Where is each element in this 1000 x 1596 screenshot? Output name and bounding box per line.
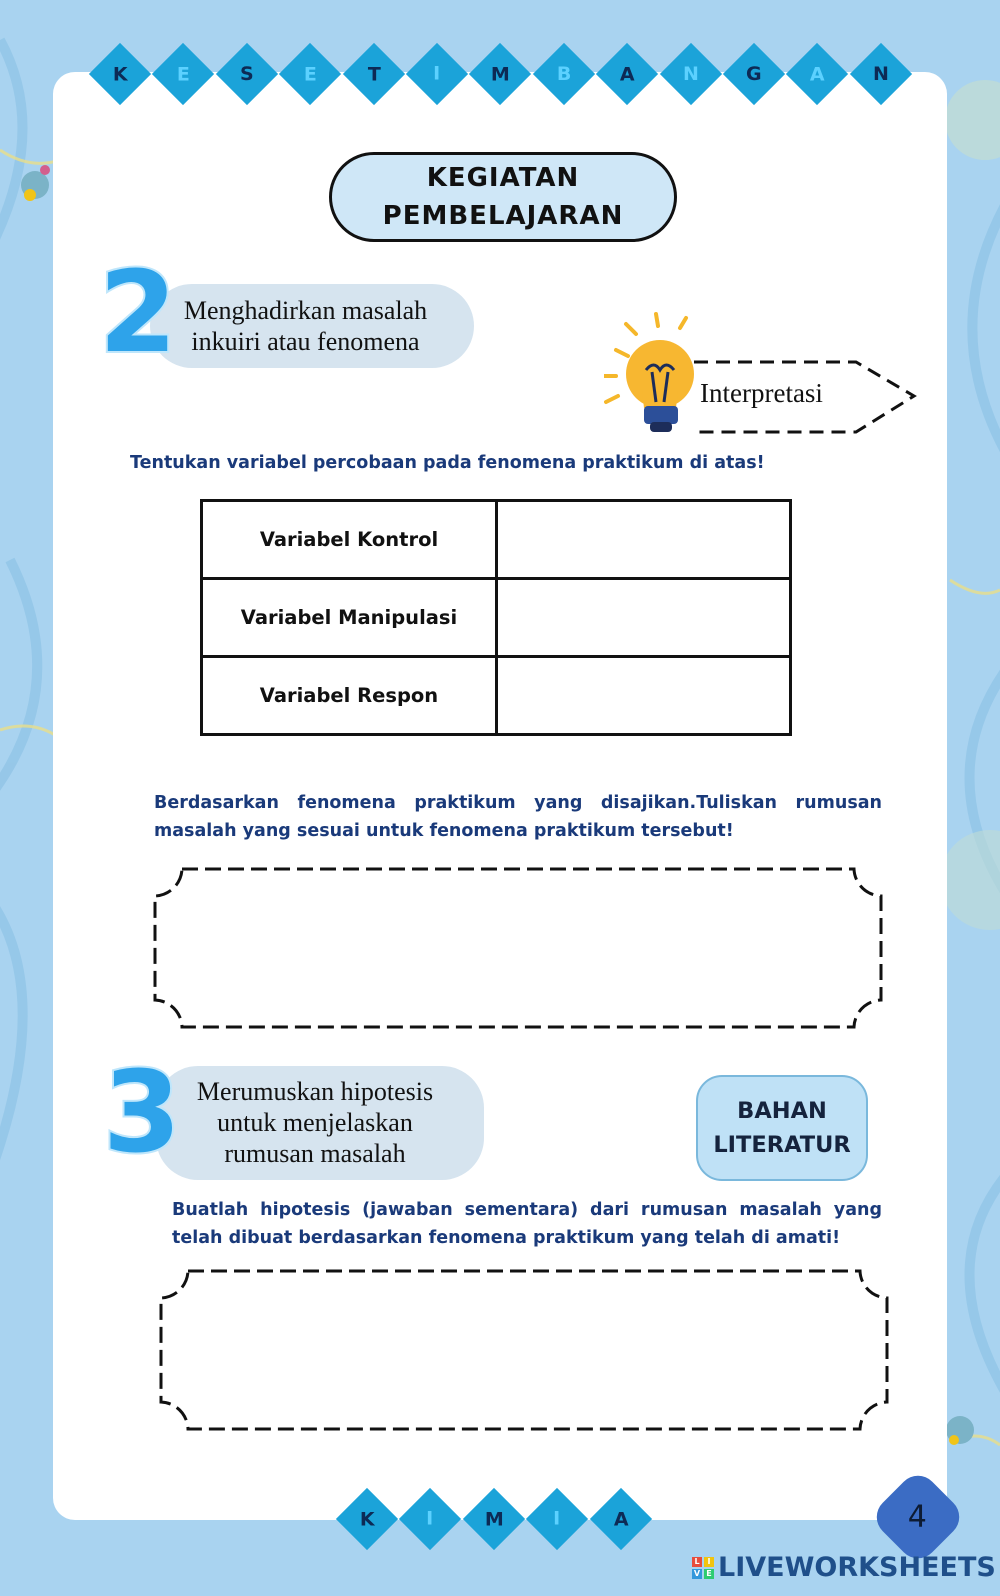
header-diamond: N — [659, 43, 721, 105]
variable-label: Variabel Manipulasi — [202, 579, 497, 657]
header-diamond: A — [786, 43, 848, 105]
variables-table — [200, 499, 792, 736]
liveworksheets-logo — [692, 1552, 996, 1583]
variable-answer-cell[interactable] — [497, 657, 791, 735]
footer-diamond: K — [336, 1488, 398, 1550]
hypothesis-answer-box[interactable] — [158, 1268, 890, 1432]
header-diamond: T — [342, 43, 404, 105]
page-number: 4 — [908, 1499, 928, 1535]
hypothesis-instruction: Buatlah hipotesis (jawaban sementara) dari rumusan masalah yang telah dibuat berdasarkan fenomena praktikum yang telah di amati! — [172, 1200, 882, 1248]
header-diamond: S — [216, 43, 278, 105]
header-diamond: K — [89, 43, 151, 105]
footer-letters-row — [345, 1497, 643, 1541]
step-2-title: Menghadirkan masalah inkuiri atau fenomena — [183, 296, 428, 356]
page-title — [329, 152, 677, 242]
bahan-literatur-line-1: BAHAN — [737, 1098, 827, 1124]
header-diamond: B — [533, 43, 595, 105]
problem-instruction: Berdasarkan fenomena praktikum yang disajikan.Tuliskan rumusan masalah yang sesuai untuk fenomena praktikum tersebut! — [154, 793, 882, 841]
problem-answer-box[interactable] — [152, 866, 884, 1030]
header-diamond: E — [279, 43, 341, 105]
step-3-title: Merumuskan hipotesis untuk menjelaskan rumusan masalah — [196, 1077, 434, 1168]
liveworksheets-brand: LIVEWORKSHEETS — [718, 1552, 996, 1583]
step-3-number: 3 — [103, 1048, 181, 1178]
bahan-literatur-line-2: LITERATUR — [713, 1132, 851, 1158]
footer-diamond: I — [399, 1488, 461, 1550]
header-letters-row — [98, 52, 903, 96]
header-diamond: M — [469, 43, 531, 105]
table-row — [202, 657, 791, 735]
virus-decoration-right — [946, 1416, 974, 1445]
table-row — [202, 579, 791, 657]
virus-decoration-left — [21, 165, 50, 201]
title-line-1: KEGIATAN — [426, 163, 580, 193]
liveworksheets-logo-icon: L I V E — [692, 1557, 714, 1579]
variables-instruction: Tentukan variabel percobaan pada fenomena praktikum di atas! — [130, 453, 765, 473]
table-row — [202, 501, 791, 579]
footer-diamond: A — [589, 1488, 651, 1550]
footer-diamond: M — [463, 1488, 525, 1550]
footer-diamond: I — [526, 1488, 588, 1550]
header-diamond: I — [406, 43, 468, 105]
variable-answer-cell[interactable] — [497, 579, 791, 657]
header-diamond: E — [152, 43, 214, 105]
variable-label: Variabel Kontrol — [202, 501, 497, 579]
header-diamond: A — [596, 43, 658, 105]
bahan-literatur-button[interactable] — [696, 1075, 868, 1181]
step-2-number: 2 — [99, 248, 177, 378]
header-diamond: N — [850, 43, 912, 105]
variable-answer-cell[interactable] — [497, 501, 791, 579]
header-diamond: G — [723, 43, 785, 105]
title-line-2: PEMBELAJARAN — [382, 201, 624, 231]
interpretasi-label: Interpretasi — [700, 378, 823, 408]
variable-label: Variabel Respon — [202, 657, 497, 735]
